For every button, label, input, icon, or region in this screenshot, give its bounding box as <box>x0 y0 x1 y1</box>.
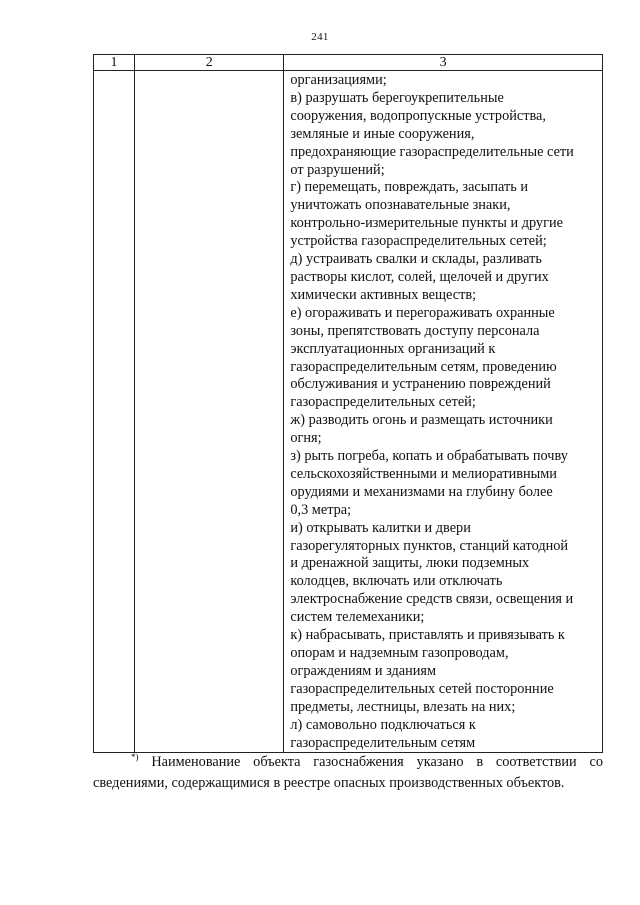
table-text-line: контрольно-измерительные пункты и другие <box>290 215 563 232</box>
column-3-text <box>290 72 600 752</box>
table-text-line: газорегуляторных пунктов, станций катодной <box>290 537 569 554</box>
footnote-line-2: сведениями, содержащимися в реестре опасных производственных объектов. <box>93 775 565 791</box>
table-text-line: эксплуатационных организаций к <box>290 340 496 357</box>
table-text-line: 0,3 метра; <box>290 501 352 518</box>
table-text-line: земляные и иные сооружения, <box>290 125 475 142</box>
table-text-line: обслуживания и устранению повреждений <box>290 376 551 393</box>
footnote-marker: *) <box>131 752 139 762</box>
footnote-line-1 <box>93 752 603 773</box>
table-text-line: систем телемеханики; <box>290 609 425 626</box>
cell-column-1 <box>94 71 135 753</box>
table-text-line: е) огораживать и перегораживать охранные <box>290 304 555 321</box>
table-text-line: устройства газораспределительных сетей; <box>290 233 547 250</box>
cell-column-3 <box>284 71 603 753</box>
table-text-line: г) перемещать, повреждать, засыпать и <box>290 179 528 196</box>
table-text-line: колодцев, включать или отключать <box>290 573 503 590</box>
cell-column-2 <box>135 71 284 753</box>
column-header-1: 1 <box>94 55 135 71</box>
table-text-line: в) разрушать берегоукрепительные <box>290 89 504 106</box>
table-text-line: ограждениям и зданиям <box>290 662 437 679</box>
table-text-line: газораспределительным сетям <box>290 734 476 751</box>
table-text-line: огня; <box>290 430 322 447</box>
page-number: 241 <box>311 31 329 43</box>
table-text-line: з) рыть погреба, копать и обрабатывать почву <box>290 448 568 465</box>
table-text-line: от разрушений; <box>290 161 385 178</box>
table-text-line: газораспределительных сетей посторонние <box>290 680 554 697</box>
table-text-line: и) открывать калитки и двери <box>290 519 471 536</box>
table-text-line: предметы, лестницы, влезать на них; <box>290 698 516 715</box>
table-text-line: сооружения, водопропускные устройства, <box>290 107 546 124</box>
table-text-line: к) набрасывать, приставлять и привязывать к <box>290 627 565 644</box>
table-text-line: электроснабжение средств связи, освещения и <box>290 591 574 608</box>
table-text-line: растворы кислот, солей, щелочей и других <box>290 268 549 285</box>
document-table <box>93 54 603 753</box>
table-text-line: зоны, препятствовать доступу персонала <box>290 322 540 339</box>
table-text-line: предохраняющие газораспределительные сети <box>290 143 574 160</box>
table-text-line: сельскохозяйственными и мелиоративными <box>290 465 557 482</box>
table-text-line: и дренажной защиты, люки подземных <box>290 555 530 572</box>
table-text-line: д) устраивать свалки и склады, разливать <box>290 251 542 268</box>
table-text-line: л) самовольно подключаться к <box>290 716 476 733</box>
table-text-line: организациями; <box>290 72 387 88</box>
column-header-2: 2 <box>135 55 284 71</box>
table-row <box>94 71 603 753</box>
table-text-line: химически активных веществ; <box>290 286 477 303</box>
table-text-line: газораспределительным сетям, проведению <box>290 358 557 375</box>
table-header-row <box>94 55 603 71</box>
footnote <box>93 752 603 794</box>
table-text-line: ж) разводить огонь и размещать источники <box>290 412 553 429</box>
column-header-3: 3 <box>284 55 603 71</box>
table-text-line: уничтожать опознавательные знаки, <box>290 197 511 214</box>
table-text-line: орудиями и механизмами на глубину более <box>290 483 553 500</box>
footnote-text-1: Наименование объекта газоснабжения указано в соответствии со <box>151 754 604 770</box>
table-text-line: опорам и надземным газопроводам, <box>290 645 509 661</box>
table-text-line: газораспределительных сетей; <box>290 394 476 411</box>
